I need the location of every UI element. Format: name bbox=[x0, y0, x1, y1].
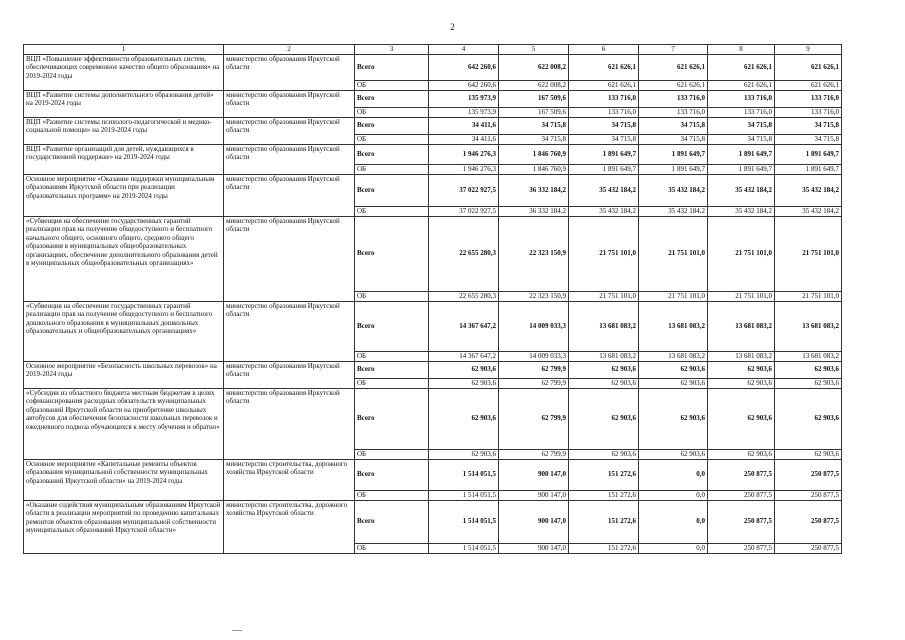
total-amount: 62 903,6 bbox=[775, 388, 842, 449]
funding-source-label: ОБ bbox=[355, 107, 429, 117]
total-amount: 14 009 033,3 bbox=[499, 301, 569, 351]
regional-budget-amount: 34 715,8 bbox=[775, 134, 842, 144]
column-header: 9 bbox=[775, 45, 842, 55]
regional-budget-amount: 62 903,6 bbox=[569, 449, 639, 459]
total-amount: 62 903,6 bbox=[429, 361, 499, 378]
total-amount: 0,0 bbox=[639, 500, 708, 543]
regional-budget-amount: 135 973,9 bbox=[429, 107, 499, 117]
regional-budget-amount: 13 681 083,2 bbox=[639, 351, 708, 361]
funding-source-label: Всего bbox=[355, 90, 429, 107]
program-name: Основное мероприятие «Безопасность школьных перевозок» на 2019-2024 годы bbox=[24, 361, 224, 388]
table-row bbox=[24, 144, 842, 164]
total-amount: 1 891 649,7 bbox=[639, 144, 708, 164]
total-amount: 133 716,0 bbox=[708, 90, 775, 107]
table-row bbox=[24, 117, 842, 134]
column-header: 8 bbox=[708, 45, 775, 55]
funding-source-label: ОБ bbox=[355, 164, 429, 174]
regional-budget-amount: 642 260,6 bbox=[429, 80, 499, 90]
regional-budget-amount: 621 626,1 bbox=[639, 80, 708, 90]
funding-source-label: Всего bbox=[355, 144, 429, 164]
table-row bbox=[24, 459, 842, 490]
regional-budget-amount: 37 022 927,5 bbox=[429, 206, 499, 216]
funding-source-label: ОБ bbox=[355, 449, 429, 459]
regional-budget-amount: 250 877,5 bbox=[708, 543, 775, 553]
regional-budget-amount: 250 877,5 bbox=[775, 490, 842, 500]
column-header: 6 bbox=[569, 45, 639, 55]
responsible-executor: министерство строительства, дорожного хозяйства Иркутской области bbox=[224, 500, 355, 553]
total-amount: 1 891 649,7 bbox=[708, 144, 775, 164]
total-amount: 1 946 276,3 bbox=[429, 144, 499, 164]
regional-budget-amount: 900 147,0 bbox=[499, 543, 569, 553]
total-amount: 35 432 184,2 bbox=[708, 174, 775, 206]
table-row bbox=[24, 361, 842, 378]
column-header: 5 bbox=[499, 45, 569, 55]
table-row bbox=[24, 174, 842, 206]
program-name: ВЦП «Развитие системы дополнительного образования детей» на 2019-2024 годы bbox=[24, 90, 224, 117]
total-amount: 36 332 184,2 bbox=[499, 174, 569, 206]
table-row bbox=[24, 54, 842, 80]
regional-budget-amount: 34 715,8 bbox=[639, 134, 708, 144]
regional-budget-amount: 62 903,6 bbox=[775, 378, 842, 388]
funding-source-label: ОБ bbox=[355, 134, 429, 144]
total-amount: 21 751 101,0 bbox=[569, 216, 639, 291]
program-name: «Субсидии из областного бюджета местным бюджетам в целях софинансирования расходных обязательств муниципальных образований Иркутской области на приобретение школьных автобусов для обеспечения безопасности школьных перевозок и ежедневного подвоза обучающихся к месту обучения и обратно» bbox=[24, 388, 224, 459]
funding-source-label: Всего bbox=[355, 117, 429, 134]
program-name: «Субвенция на обеспечение государственных гарантий реализации прав на получение общедоступного и бесплатного начального общего, основного общего, среднего общего образования в муниципальных общеобразовательных организациях, обеспечение дополнительного образования детей в муниципальных общеобразовательных организациях» bbox=[24, 216, 224, 301]
table-body bbox=[24, 54, 842, 553]
responsible-executor: министерство образования Иркутской области bbox=[224, 117, 355, 144]
total-amount: 133 716,0 bbox=[639, 90, 708, 107]
regional-budget-amount: 62 903,6 bbox=[775, 449, 842, 459]
table-row bbox=[24, 90, 842, 107]
regional-budget-amount: 621 626,1 bbox=[708, 80, 775, 90]
total-amount: 151 272,6 bbox=[569, 459, 639, 490]
funding-source-label: ОБ bbox=[355, 490, 429, 500]
regional-budget-amount: 14 367 647,2 bbox=[429, 351, 499, 361]
total-amount: 1 891 649,7 bbox=[569, 144, 639, 164]
total-amount: 133 716,0 bbox=[569, 90, 639, 107]
total-amount: 900 147,0 bbox=[499, 500, 569, 543]
total-amount: 62 799,9 bbox=[499, 388, 569, 449]
table-header bbox=[24, 45, 842, 55]
regional-budget-amount: 1 891 649,7 bbox=[569, 164, 639, 174]
scan-mark bbox=[232, 630, 242, 631]
regional-budget-amount: 35 432 184,2 bbox=[708, 206, 775, 216]
regional-budget-amount: 62 903,6 bbox=[429, 449, 499, 459]
total-amount: 34 715,8 bbox=[499, 117, 569, 134]
regional-budget-amount: 1 891 649,7 bbox=[775, 164, 842, 174]
funding-source-label: Всего bbox=[355, 500, 429, 543]
total-amount: 250 877,5 bbox=[775, 500, 842, 543]
regional-budget-amount: 133 716,0 bbox=[569, 107, 639, 117]
column-header: 4 bbox=[429, 45, 499, 55]
total-amount: 13 681 083,2 bbox=[639, 301, 708, 351]
total-amount: 21 751 101,0 bbox=[639, 216, 708, 291]
program-name: ВЦП «Повышение эффективности образовательных систем, обеспечивающих современное качество общего образования» на 2019-2024 годы bbox=[24, 54, 224, 90]
regional-budget-amount: 151 272,6 bbox=[569, 490, 639, 500]
regional-budget-amount: 13 681 083,2 bbox=[775, 351, 842, 361]
total-amount: 900 147,0 bbox=[499, 459, 569, 490]
responsible-executor: министерство образования Иркутской области bbox=[224, 301, 355, 361]
regional-budget-amount: 62 799,9 bbox=[499, 449, 569, 459]
funding-source-label: ОБ bbox=[355, 206, 429, 216]
funding-source-label: ОБ bbox=[355, 351, 429, 361]
regional-budget-amount: 35 432 184,2 bbox=[639, 206, 708, 216]
regional-budget-amount: 35 432 184,2 bbox=[569, 206, 639, 216]
program-name: Основное мероприятие «Оказание поддержки муниципальным образованиям Иркутской области при реализации образовательных программ» на 2019-2024 годы bbox=[24, 174, 224, 216]
regional-budget-amount: 13 681 083,2 bbox=[569, 351, 639, 361]
regional-budget-amount: 133 716,0 bbox=[775, 107, 842, 117]
regional-budget-amount: 62 903,6 bbox=[639, 378, 708, 388]
regional-budget-amount: 621 626,1 bbox=[775, 80, 842, 90]
total-amount: 1 514 051,5 bbox=[429, 459, 499, 490]
regional-budget-amount: 133 716,0 bbox=[639, 107, 708, 117]
table-row bbox=[24, 500, 842, 543]
total-amount: 62 903,6 bbox=[708, 361, 775, 378]
regional-budget-amount: 1 846 760,9 bbox=[499, 164, 569, 174]
regional-budget-amount: 1 514 051,5 bbox=[429, 490, 499, 500]
program-name: ВЦП «Развитие организаций для детей, нуждающихся в государственной поддержке» на 2019-2024 годы bbox=[24, 144, 224, 174]
total-amount: 621 626,1 bbox=[775, 54, 842, 80]
regional-budget-amount: 250 877,5 bbox=[775, 543, 842, 553]
regional-budget-amount: 0,0 bbox=[639, 543, 708, 553]
total-amount: 35 432 184,2 bbox=[569, 174, 639, 206]
column-header: 2 bbox=[224, 45, 355, 55]
responsible-executor: министерство образования Иркутской области bbox=[224, 361, 355, 388]
total-amount: 13 681 083,2 bbox=[569, 301, 639, 351]
funding-source-label: Всего bbox=[355, 361, 429, 378]
program-name: Основное мероприятие «Капитальные ремонты объектов образования муниципальной собственности муниципальных образований Иркутской области» на 2019-2024 годы bbox=[24, 459, 224, 500]
regional-budget-amount: 62 903,6 bbox=[429, 378, 499, 388]
page-number: 2 bbox=[450, 22, 455, 32]
total-amount: 35 432 184,2 bbox=[639, 174, 708, 206]
table-row bbox=[24, 216, 842, 291]
regional-budget-amount: 36 332 184,2 bbox=[499, 206, 569, 216]
total-amount: 62 903,6 bbox=[429, 388, 499, 449]
total-amount: 62 903,6 bbox=[639, 388, 708, 449]
total-amount: 34 715,8 bbox=[775, 117, 842, 134]
total-amount: 21 751 101,0 bbox=[775, 216, 842, 291]
total-amount: 642 260,6 bbox=[429, 54, 499, 80]
total-amount: 22 323 150,9 bbox=[499, 216, 569, 291]
funding-source-label: ОБ bbox=[355, 543, 429, 553]
table-row bbox=[24, 388, 842, 449]
regional-budget-amount: 34 715,8 bbox=[569, 134, 639, 144]
regional-budget-amount: 14 009 033,3 bbox=[499, 351, 569, 361]
funding-source-label: Всего bbox=[355, 216, 429, 291]
total-amount: 621 626,1 bbox=[639, 54, 708, 80]
total-amount: 0,0 bbox=[639, 459, 708, 490]
total-amount: 250 877,5 bbox=[775, 459, 842, 490]
column-header: 3 bbox=[355, 45, 429, 55]
total-amount: 1 846 760,9 bbox=[499, 144, 569, 164]
total-amount: 62 799,9 bbox=[499, 361, 569, 378]
responsible-executor: министерство образования Иркутской области bbox=[224, 54, 355, 90]
total-amount: 62 903,6 bbox=[639, 361, 708, 378]
regional-budget-amount: 21 751 101,0 bbox=[775, 291, 842, 301]
program-name: «Субвенция на обеспечение государственных гарантий реализации прав на получение общедоступного и бесплатного дошкольного образования в муниципальных дошкольных образовательных и общеобразовательных организациях» bbox=[24, 301, 224, 361]
regional-budget-amount: 621 626,1 bbox=[569, 80, 639, 90]
funding-source-label: Всего bbox=[355, 54, 429, 80]
total-amount: 34 411,6 bbox=[429, 117, 499, 134]
regional-budget-amount: 22 655 280,3 bbox=[429, 291, 499, 301]
regional-budget-amount: 167 509,6 bbox=[499, 107, 569, 117]
total-amount: 34 715,8 bbox=[569, 117, 639, 134]
total-amount: 621 626,1 bbox=[708, 54, 775, 80]
total-amount: 34 715,8 bbox=[708, 117, 775, 134]
total-amount: 13 681 083,2 bbox=[775, 301, 842, 351]
total-amount: 167 509,6 bbox=[499, 90, 569, 107]
regional-budget-amount: 133 716,0 bbox=[708, 107, 775, 117]
responsible-executor: министерство образования Иркутской области bbox=[224, 144, 355, 174]
responsible-executor: министерство образования Иркутской области bbox=[224, 216, 355, 301]
regional-budget-amount: 622 008,2 bbox=[499, 80, 569, 90]
total-amount: 62 903,6 bbox=[775, 361, 842, 378]
total-amount: 250 877,5 bbox=[708, 459, 775, 490]
budget-table bbox=[23, 44, 842, 554]
responsible-executor: министерство образования Иркутской области bbox=[224, 388, 355, 459]
responsible-executor: министерство образования Иркутской области bbox=[224, 90, 355, 117]
total-amount: 621 626,1 bbox=[569, 54, 639, 80]
regional-budget-amount: 34 411,6 bbox=[429, 134, 499, 144]
regional-budget-amount: 62 799,9 bbox=[499, 378, 569, 388]
regional-budget-amount: 250 877,5 bbox=[708, 490, 775, 500]
regional-budget-amount: 62 903,6 bbox=[708, 449, 775, 459]
regional-budget-amount: 151 272,6 bbox=[569, 543, 639, 553]
total-amount: 21 751 101,0 bbox=[708, 216, 775, 291]
total-amount: 62 903,6 bbox=[569, 388, 639, 449]
total-amount: 37 022 927,5 bbox=[429, 174, 499, 206]
regional-budget-amount: 62 903,6 bbox=[569, 378, 639, 388]
total-amount: 62 903,6 bbox=[569, 361, 639, 378]
funding-source-label: Всего bbox=[355, 174, 429, 206]
total-amount: 250 877,5 bbox=[708, 500, 775, 543]
regional-budget-amount: 13 681 083,2 bbox=[708, 351, 775, 361]
regional-budget-amount: 34 715,8 bbox=[499, 134, 569, 144]
table-row bbox=[24, 301, 842, 351]
regional-budget-amount: 62 903,6 bbox=[708, 378, 775, 388]
regional-budget-amount: 1 946 276,3 bbox=[429, 164, 499, 174]
total-amount: 34 715,8 bbox=[639, 117, 708, 134]
regional-budget-amount: 1 891 649,7 bbox=[639, 164, 708, 174]
funding-source-label: ОБ bbox=[355, 378, 429, 388]
responsible-executor: министерство образования Иркутской области bbox=[224, 174, 355, 216]
funding-source-label: Всего bbox=[355, 388, 429, 449]
program-name: «Оказание содействия муниципальным образованиям Иркутской области в реализации мероприятий по проведению капитальных ремонтов объектов образования муниципальной собственности муниципальных образований Иркутской области» bbox=[24, 500, 224, 553]
total-amount: 622 008,2 bbox=[499, 54, 569, 80]
funding-source-label: Всего bbox=[355, 301, 429, 351]
total-amount: 14 367 647,2 bbox=[429, 301, 499, 351]
total-amount: 151 272,6 bbox=[569, 500, 639, 543]
funding-source-label: Всего bbox=[355, 459, 429, 490]
funding-source-label: ОБ bbox=[355, 80, 429, 90]
regional-budget-amount: 900 147,0 bbox=[499, 490, 569, 500]
program-name: ВЦП «Развитие системы психолого-педагогической и медико-социальной помощи» на 2019-2024 годы bbox=[24, 117, 224, 144]
total-amount: 62 903,6 bbox=[708, 388, 775, 449]
total-amount: 1 514 051,5 bbox=[429, 500, 499, 543]
responsible-executor: министерство строительства, дорожного хозяйства Иркутской области bbox=[224, 459, 355, 500]
total-amount: 13 681 083,2 bbox=[708, 301, 775, 351]
column-header: 7 bbox=[639, 45, 708, 55]
regional-budget-amount: 35 432 184,2 bbox=[775, 206, 842, 216]
total-amount: 1 891 649,7 bbox=[775, 144, 842, 164]
total-amount: 133 716,0 bbox=[775, 90, 842, 107]
funding-source-label: ОБ bbox=[355, 291, 429, 301]
total-amount: 135 973,9 bbox=[429, 90, 499, 107]
regional-budget-amount: 1 514 051,5 bbox=[429, 543, 499, 553]
regional-budget-amount: 22 323 150,9 bbox=[499, 291, 569, 301]
regional-budget-amount: 21 751 101,0 bbox=[569, 291, 639, 301]
header-row bbox=[24, 45, 842, 55]
regional-budget-amount: 62 903,6 bbox=[639, 449, 708, 459]
regional-budget-amount: 1 891 649,7 bbox=[708, 164, 775, 174]
regional-budget-amount: 34 715,8 bbox=[708, 134, 775, 144]
regional-budget-amount: 0,0 bbox=[639, 490, 708, 500]
total-amount: 35 432 184,2 bbox=[775, 174, 842, 206]
column-header: 1 bbox=[24, 45, 224, 55]
regional-budget-amount: 21 751 101,0 bbox=[708, 291, 775, 301]
regional-budget-amount: 21 751 101,0 bbox=[639, 291, 708, 301]
total-amount: 22 655 280,3 bbox=[429, 216, 499, 291]
